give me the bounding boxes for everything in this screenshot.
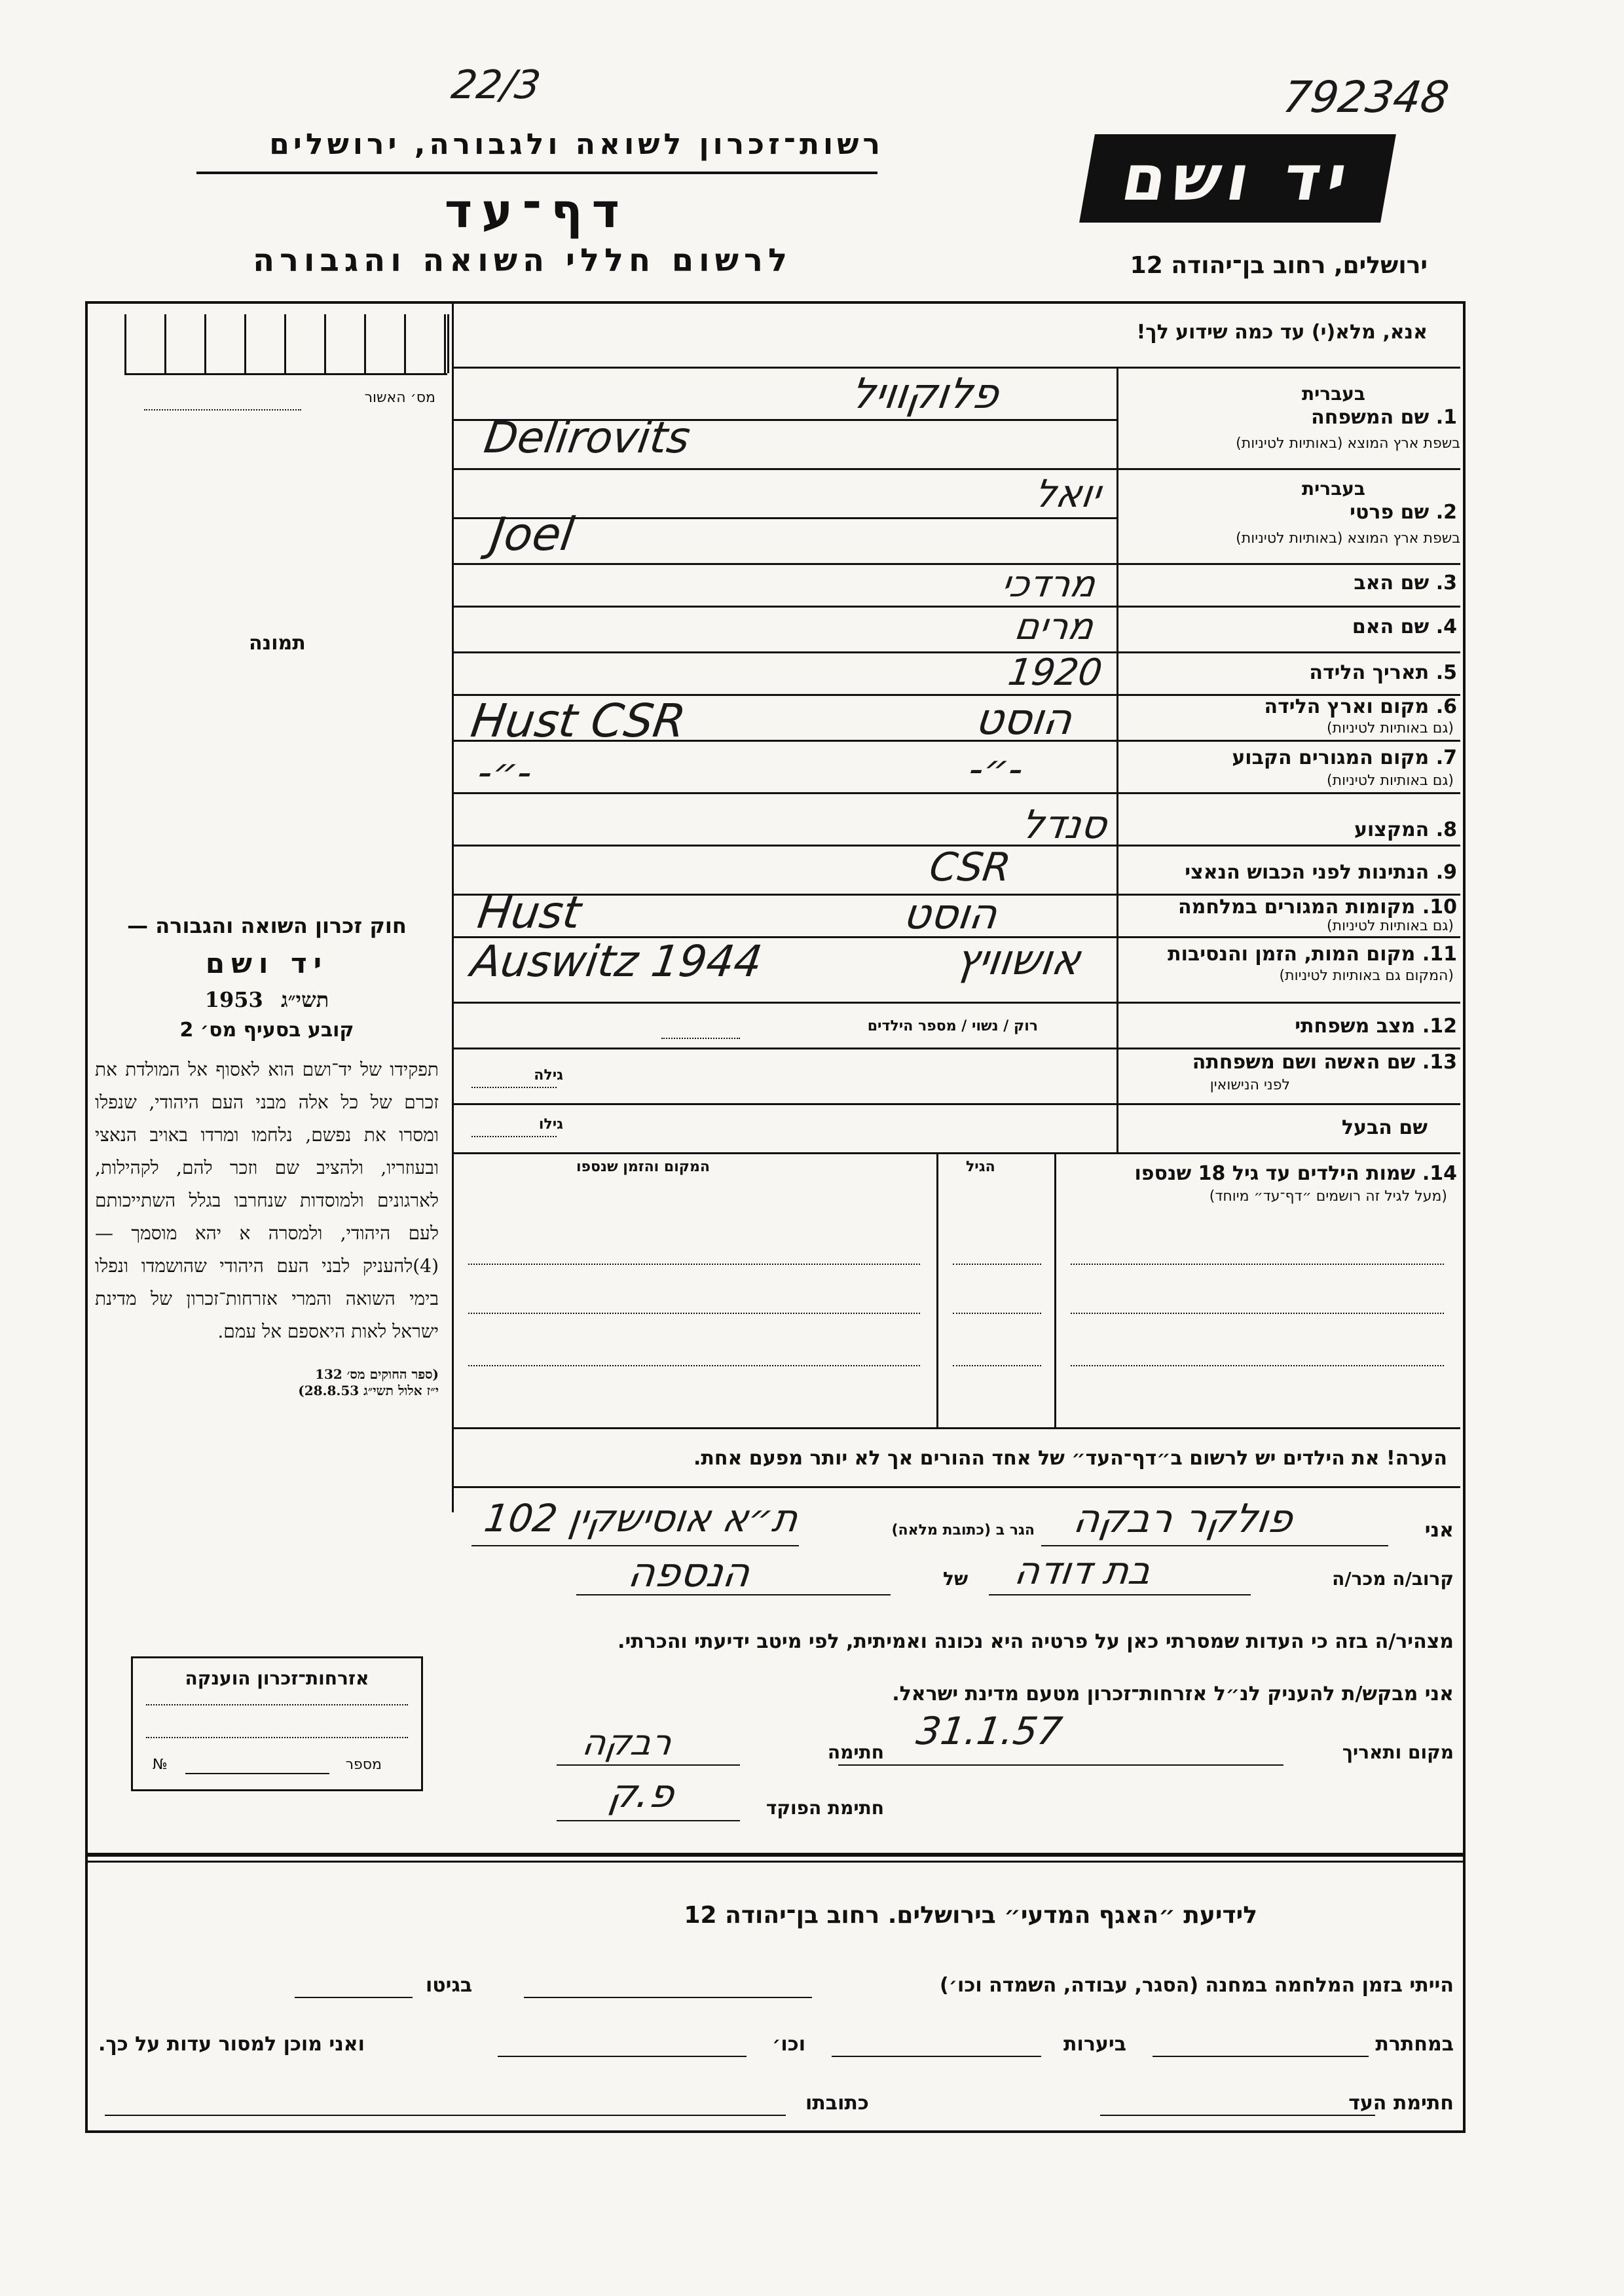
declarant-name-line [1041, 1545, 1388, 1546]
surname-hebrew-value: פלוקוויל [847, 370, 1002, 418]
top-handwritten-code: 22/3 [449, 62, 544, 108]
mother-name-value: מרים [1012, 606, 1096, 648]
address-value: ת״א אוסישקין 102 [481, 1496, 801, 1540]
signature-label: חתימה [827, 1741, 884, 1763]
date-line [838, 1764, 1283, 1766]
official-signature-line [557, 1820, 740, 1821]
children-header-note: (מעל לגיל זה רושמים ״דף־עד״ מיוחד) [1209, 1188, 1447, 1205]
row-line [452, 468, 1460, 470]
law-box-body: תפקידו של יד־ושם הוא לאסוף אל המולדת את זכרם של כל אלה מבני העם היהודי, שנפלו ומסרו את נפשם, נלחמו ומרדו באויב הנאצי ובעוזריו, ולהציב שם וזכר להם, לקהילות, לארגונים ולמוסדות שנחרבו בגלל השתייכותם לעם היהודי, ולמסרה א יהא מוסמך — (4)להעניק לבני העם היהודי שהושמדו ונפלו בימי השואה והמרי אזרחות־זכרון של מדינת ישראל לאות היאספם אל עמם. [95, 1059, 439, 1342]
resides-label: הגר ב (כתובת מלאה) [891, 1522, 1035, 1539]
declaration-i-label: אני [1424, 1519, 1454, 1542]
ghetto-label: בגיטו [426, 1974, 473, 1997]
note-bottom-line [452, 1486, 1460, 1488]
row-line [452, 1152, 1460, 1154]
citizenship-box [131, 1656, 423, 1791]
children-header-age: הגיל [966, 1159, 995, 1175]
underground-line [1153, 2056, 1369, 2057]
declaration-statement: מצהיר/ה בזה כי העדות שמסרתי כאן על פרטיה היא נכונה ואמיתית, לפי מיטב ידיעתי והכרתי. [618, 1630, 1454, 1653]
field-11-label: 11. מקום המות, הזמן והנסיבות [1168, 943, 1457, 966]
signature-line [557, 1764, 740, 1766]
law-box-footnote-2: י״ז אלול תשי״ג 28.8.53) [298, 1383, 439, 1398]
ready-to-testify: ואני מוכן למסור עדות על כך. [98, 2033, 365, 2056]
camp-line [524, 1997, 812, 1998]
forests-label: ביערות [1063, 2033, 1126, 2056]
citizenship-no-label: № [153, 1757, 168, 1773]
children-col-divider-1 [1054, 1152, 1056, 1427]
children-row-line [1071, 1365, 1444, 1366]
forests-line [832, 2056, 1041, 2057]
photo-label: תמונה [249, 632, 306, 655]
deceased-ref-value: הנספה [625, 1548, 753, 1596]
citizenship-box-line [146, 1737, 408, 1738]
children-col-divider-2 [936, 1152, 938, 1427]
ghetto-line [295, 1997, 413, 1998]
field-12-label: 12. מצב משפחתי [1295, 1015, 1457, 1038]
row-line [452, 651, 1460, 653]
children-row-line [1071, 1264, 1444, 1265]
death-place-hebrew-value: אושוויץ [952, 936, 1084, 985]
field-13-label: 13. שם האשה ושם משפחתה [1192, 1051, 1457, 1074]
intro-text: אנא, מלא(י) עד כמה שידוע לך! [1136, 321, 1428, 344]
note-top-line [452, 1427, 1460, 1429]
underground-label: במחתרת [1375, 2033, 1454, 2056]
field-2-hebrew-tag: בעברית [1301, 478, 1365, 500]
law-box-section: קובע בסעיף מס׳ 2 [179, 1019, 354, 1042]
field-10-sub: (גם באותיות לטיניות) [1327, 918, 1454, 934]
address-line [471, 1545, 799, 1546]
signature-value: רבקה [580, 1722, 674, 1763]
approval-number-line [144, 409, 301, 410]
children-row-line [953, 1264, 1041, 1265]
citizenship-number-label: מספר [345, 1757, 382, 1773]
children-count-line [661, 1038, 740, 1039]
official-signature-label: חתימת הפוקד [766, 1797, 884, 1819]
label-column-divider [1116, 367, 1118, 1152]
yad-vashem-address: ירושלים, רחוב בן־יהודה 12 [1130, 252, 1428, 279]
death-place-latin-value: Auswitz 1944 [468, 936, 766, 987]
field-1-sub: בשפת ארץ המוצא (באותיות לטיניות) [1236, 435, 1460, 452]
intro-underline [452, 367, 1460, 369]
field-2-label: 2. שם פרטי [1350, 501, 1457, 524]
children-header-place: המקום והזמן שנספו [576, 1159, 710, 1175]
authority-name: רשות־זכרון לשואה ולגבורה, ירושלים [269, 128, 884, 161]
children-row-line [953, 1365, 1041, 1366]
law-box-name: יד ושם [205, 947, 329, 979]
children-header-names: 14. שמות הילדים עד גיל 18 שנספו [1134, 1162, 1457, 1185]
children-row-line [953, 1313, 1041, 1314]
relation-value: בת דודה [1012, 1548, 1154, 1593]
wife-age-label: גילה [534, 1067, 563, 1084]
war-residence-latin-value: Hust [474, 887, 584, 939]
surname-latin-value: Delirovits [481, 412, 693, 463]
scientific-line1: הייתי בזמן המלחמה במחנה (הסגר, עבודה, השמדה וכו׳) [940, 1974, 1454, 1997]
father-name-value: מרדכי [999, 563, 1098, 606]
top-handwritten-number: 792348 [1280, 72, 1452, 122]
marital-status-options: רוק / נשוי / מספר הילדים [867, 1018, 1038, 1034]
field-7-sub: (גם באותיות לטיניות) [1327, 773, 1454, 789]
field-7-label: 7. מקום המגורים הקבוע [1232, 746, 1457, 769]
scientific-top-rule [85, 1853, 1463, 1857]
citizenship-value: CSR [927, 845, 1014, 890]
field-1-label: 1. שם המשפחה [1311, 406, 1457, 429]
authority-underline [196, 172, 877, 174]
citizenship-box-line [146, 1704, 408, 1705]
etc-line [498, 2056, 747, 2057]
war-residence-hebrew-value: הוסט [900, 890, 1001, 939]
law-box-year: תשי״ג 1953 [204, 987, 329, 1012]
residence-latin-value: -״- [475, 750, 535, 795]
of-label: של [943, 1568, 969, 1590]
birth-date-value: 1920 [1005, 651, 1105, 694]
children-row-line [468, 1313, 920, 1314]
witness-address-label: כתובתו [805, 2092, 869, 2115]
approval-boxes-base [124, 373, 447, 375]
field-9-label: 9. הנתינות לפני הכבוש הנאצי [1185, 861, 1457, 884]
field-4-label: 4. שם האם [1352, 615, 1457, 638]
witness-address-line [105, 2115, 786, 2116]
field-11-sub: (המקום גם באותיות לטיניות) [1279, 968, 1454, 984]
left-column-divider [452, 301, 454, 1512]
logo-text: יד ושם [1116, 141, 1359, 215]
declaration-request: אני מבקש/ת להעניק לנ״ל אזרחות־זכרון מטעם מדינת ישראל. [892, 1683, 1454, 1705]
residence-hebrew-value: -״- [966, 746, 1026, 792]
birthplace-latin-value: Hust CSR [468, 694, 690, 748]
profession-value: סנדל [1018, 802, 1110, 848]
children-row-line [468, 1264, 920, 1265]
deceased-ref-line [576, 1594, 891, 1595]
approval-number-label: מס׳ האשור [364, 390, 435, 406]
yad-vashem-logo [1079, 134, 1396, 223]
form-title: דף־עד [444, 183, 629, 238]
husband-age-line [471, 1136, 557, 1137]
law-box [95, 913, 439, 1399]
relation-line [989, 1594, 1251, 1595]
law-box-title: חוק זכרון השואה והגבורה — [127, 913, 407, 938]
citizenship-number-line [185, 1773, 329, 1774]
place-date-label: מקום ותאריך [1342, 1741, 1454, 1763]
husband-name-label: שם הבעל [1341, 1116, 1428, 1139]
field-6-sub: (גם באותיות לטיניות) [1327, 720, 1454, 737]
approval-number-boxes [124, 314, 449, 373]
declarant-name-value: פולקר רבקה [1071, 1496, 1296, 1542]
row-line [452, 563, 1460, 565]
note-text: הערה! את הילדים יש לרשום ב״דף־העד״ של אחד ההורים אך לא יותר מפעם אחת. [693, 1447, 1447, 1470]
field-13-sub: לפני הנישואין [1209, 1077, 1290, 1093]
row-line [452, 792, 1460, 794]
scientific-title: לידיעת ״האגף המדעי״ בירושלים. רחוב בן־יהודה 12 [684, 1902, 1257, 1929]
field-1-hebrew-tag: בעברית [1301, 383, 1365, 405]
field-5-label: 5. תאריך הלידה [1309, 661, 1457, 684]
field-3-label: 3. שם האב [1354, 572, 1457, 594]
children-row-line [468, 1365, 920, 1366]
children-row-line [1071, 1313, 1444, 1314]
husband-age-label: גילו [538, 1116, 563, 1133]
first-name-latin-value: Joel [487, 507, 578, 561]
relative-label: קרוב/ה מכר/ה [1332, 1568, 1454, 1590]
field-2-sub: בשפת ארץ המוצא (באותיות לטיניות) [1236, 530, 1460, 547]
etc-label: וכו׳ [772, 2033, 805, 2056]
official-signature-value: פ.ק [606, 1771, 678, 1817]
field-6-label: 6. מקום וארץ הלידה [1264, 695, 1457, 718]
witness-signature-line [1100, 2115, 1375, 2116]
birthplace-hebrew-value: הוסט [972, 694, 1076, 744]
row-line [452, 1002, 1460, 1004]
field-8-label: 8. המקצוע [1354, 818, 1457, 841]
law-box-footnote-1: (ספר החוקים מס׳ 132 [315, 1366, 439, 1382]
citizenship-box-title: אזרחות־זכרון הוענקה [185, 1667, 369, 1689]
row-line [452, 606, 1460, 608]
row-line [452, 1103, 1460, 1105]
wife-age-line [471, 1087, 557, 1088]
scientific-top-rule-2 [85, 1861, 1463, 1863]
field-10-label: 10. מקומות המגורים במלחמה [1178, 896, 1457, 919]
witness-signature-label: חתימת העד [1348, 2092, 1454, 2115]
row-line [452, 1048, 1460, 1049]
form-subtitle: לרשום חללי השואה והגבורה [253, 242, 792, 279]
date-value: 31.1.57 [913, 1709, 1065, 1753]
first-name-hebrew-value: יואל [1031, 471, 1104, 516]
